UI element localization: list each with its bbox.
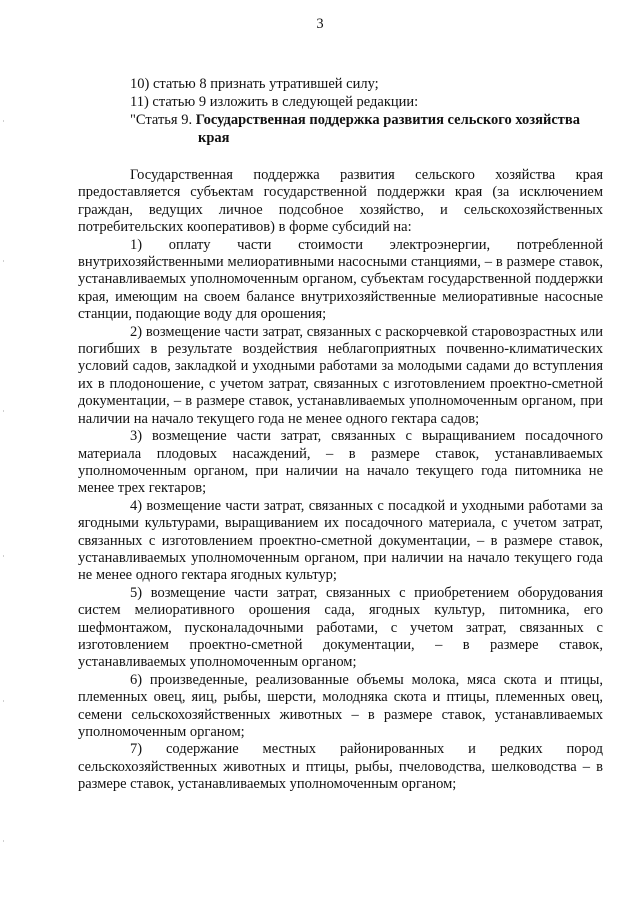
article-body [78,167,603,794]
article-title-continuation: края [198,130,230,146]
article-heading [130,111,600,147]
list-item-7: 7) содержание местных районированных и редких пород сельскохозяйственных животных и птицы, рыбы, пчеловодства, шелководства – в размере ставок, устанавливаемых уполномоченным органом; [78,741,603,793]
list-item-5: 5) возмещение части затрат, связанных с приобретением оборудования систем мелиоративного орошения сада, ягодных культур, питомника, его шефмонтажом, пусконаладочными работами, с учетом затрат, связанных с изготовлением проектно-сметной документации, – в размере ставок, устанавливаемых уполномоченным органом; [78,584,603,671]
amendment-item-11: 11) статью 9 изложить в следующей редакции: [130,94,419,110]
list-item-6: 6) произведенные, реализованные объемы молока, мяса скота и птицы, племенных овец, яиц, рыбы, шерсти, молодняка скота и птицы, племенных овец, семени сельскохозяйственных животных – в размере ставок, устанавливаемых уполномоченным органом; [78,671,603,740]
amendment-item-10: 10) статью 8 признать утратившей силу; [130,76,379,92]
scan-margin-marks [0,0,8,905]
list-item-4: 4) возмещение части затрат, связанных с посадкой и уходными работами за ягодными культурами, выращиванием их посадочного материала, с учетом затрат, связанных с изготовлением проектно-сметной документации, – в размере ставок, устанавливаемых уполномоченным органом, при наличии на начало текущего года не менее одного гектара ягодных культур; [78,497,603,584]
intro-paragraph: Государственная поддержка развития сельского хозяйства края предоставляется субъектам государственной поддержки края (за исключением граждан, ведущих личное подсобное хозяйство, и сельскохозяйственных потребительских кооперативов) в форме субсидий на: [78,167,603,236]
list-item-1: 1) оплату части стоимости электроэнергии, потребленной внутрихозяйственными мелиоративными насосными станциями, – в размере ставок, устанавливаемых уполномоченным органом, субъектам государственной поддержки края, имеющим на своем балансе внутрихозяйственные мелиоративные насосные станции, подающие воду для орошения; [78,236,603,323]
article-prefix: "Статья 9. [130,112,196,128]
list-item-2: 2) возмещение части затрат, связанных с раскорчевкой старовозрастных или погибших в результате воздействия неблагоприятных почвенно-климатических условий садов, закладкой и уходными работами за молодыми садами до вступления их в плодоношение, с учетом затрат, связанных с изготовлением проектно-сметной документации, – в размере ставок, устанавливаемых уполномоченным органом, при наличии на начало текущего года не менее одного гектара садов; [78,323,603,427]
list-item-3: 3) возмещение части затрат, связанных с выращиванием посадочного материала плодовых насаждений, – в размере ставок, устанавливаемых уполномоченным органом, при наличии на начало текущего года питомника не менее трех гектаров; [78,428,603,497]
page-number: 3 [316,16,324,32]
article-title: Государственная поддержка развития сельского хозяйства [195,112,580,128]
